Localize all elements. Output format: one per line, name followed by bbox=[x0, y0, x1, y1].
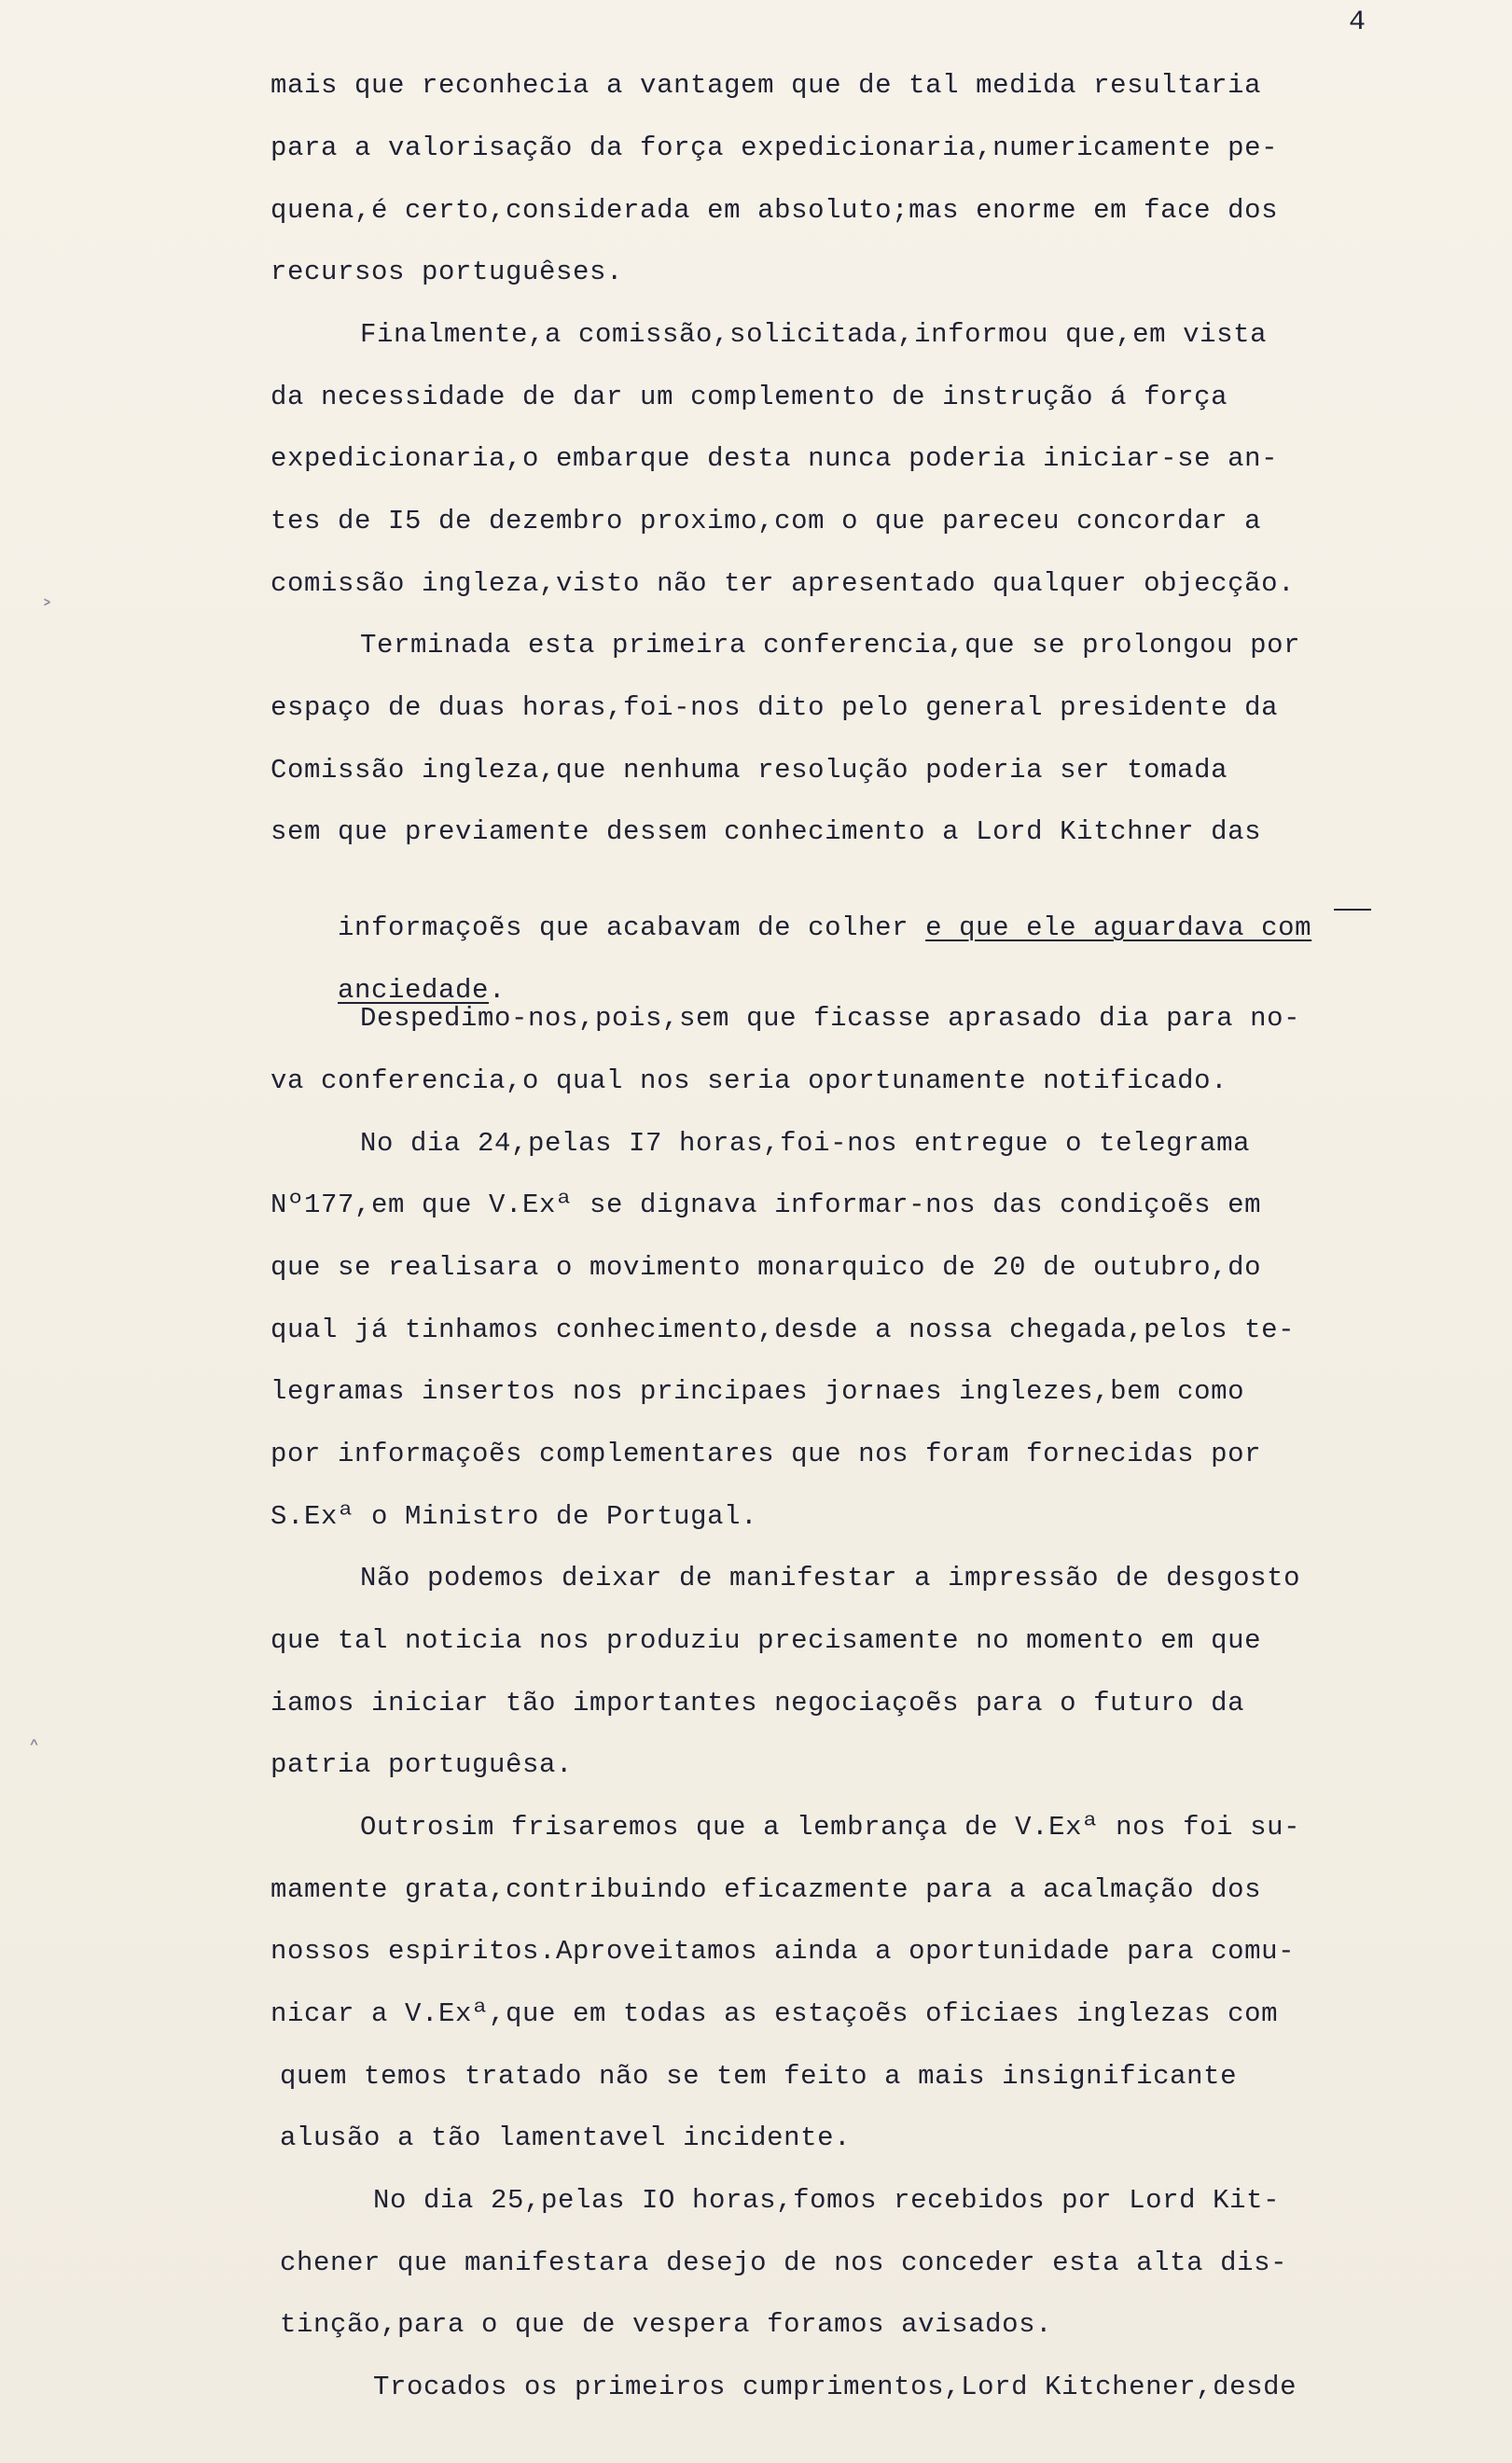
text-line: No dia 25,pelas IO horas,fomos recebidos por Lord Kit- bbox=[373, 2185, 1281, 2216]
text-line: iamos iniciar tão importantes negociaçoẽs para o futuro da bbox=[270, 1688, 1245, 1719]
text-segment: . bbox=[489, 975, 506, 1006]
underlined-text: e que ele aguardava com bbox=[925, 912, 1312, 943]
text-line: comissão ingleza,visto não ter apresentado qualquer objecção. bbox=[270, 568, 1296, 599]
text-line: expedicionaria,o embarque desta nunca poderia iniciar-se an- bbox=[270, 443, 1279, 474]
text-line: por informaçoẽs complementares que nos foram fornecidas por bbox=[270, 1439, 1262, 1469]
text-line: sem que previamente dessem conhecimento a Lord Kitchner das bbox=[270, 816, 1262, 847]
text-line: mais que reconhecia a vantagem que de tal medida resultaria bbox=[270, 70, 1262, 101]
text-line: alusão a tão lamentavel incidente. bbox=[280, 2122, 852, 2153]
margin-mark: ˃ bbox=[41, 597, 53, 625]
text-line: tinção,para o que de vespera foramos avisados. bbox=[280, 2309, 1053, 2340]
underline-rule bbox=[1334, 909, 1371, 911]
text-line: S.Exª o Ministro de Portugal. bbox=[270, 1501, 758, 1532]
text-line: chener que manifestara desejo de nos conceder esta alta dis- bbox=[280, 2247, 1288, 2278]
text-line: patria portuguêsa. bbox=[270, 1749, 574, 1780]
text-line: No dia 24,pelas I7 horas,foi-nos entregue o telegrama bbox=[360, 1128, 1251, 1159]
text-line: legramas insertos nos principaes jornaes inglezes,bem como bbox=[270, 1376, 1245, 1407]
text-line: da necessidade de dar um complemento de instrução á força bbox=[270, 382, 1228, 412]
text-line: mamente grata,contribuindo eficazmente para a acalmação dos bbox=[270, 1874, 1262, 1905]
text-line: Terminada esta primeira conferencia,que se prolongou por bbox=[360, 630, 1301, 661]
text-line: quena,é certo,considerada em absoluto;mas enorme em face dos bbox=[270, 195, 1279, 226]
text-line: espaço de duas horas,foi-nos dito pelo general presidente da bbox=[270, 692, 1279, 723]
underlined-text: anciedade bbox=[338, 975, 490, 1006]
text-line: Finalmente,a comissão,solicitada,informou que,em vista bbox=[360, 319, 1268, 350]
text-line: para a valorisação da força expedicionaria,numericamente pe- bbox=[270, 132, 1279, 163]
margin-mark: ˄ bbox=[28, 1737, 40, 1765]
text-line: Nº177,em que V.Exª se dignava informar-nos das condiçoẽs em bbox=[270, 1190, 1262, 1220]
text-line: quem temos tratado não se tem feito a mais insignificante bbox=[280, 2061, 1238, 2092]
text-segment: informaçoẽs que acabavam de colher bbox=[338, 912, 926, 943]
text-line: Comissão ingleza,que nenhuma resolução poderia ser tomada bbox=[270, 755, 1228, 786]
text-line: Trocados os primeiros cumprimentos,Lord Kitchener,desde bbox=[373, 2372, 1297, 2402]
text-line: Despedimo-nos,pois,sem que ficasse aprasado dia para no- bbox=[360, 1003, 1301, 1034]
text-line: va conferencia,o qual nos seria oportunamente notificado. bbox=[270, 1065, 1228, 1096]
text-line: que se realisara o movimento monarquico de 20 de outubro,do bbox=[270, 1252, 1262, 1283]
text-line: nossos espiritos.Aproveitamos ainda a oportunidade para comu- bbox=[270, 1936, 1296, 1967]
text-line: Outrosim frisaremos que a lembrança de V.Exª nos foi su- bbox=[360, 1812, 1301, 1843]
text-line: Não podemos deixar de manifestar a impressão de desgosto bbox=[360, 1563, 1301, 1593]
text-line: tes de I5 de dezembro proximo,com o que pareceu concordar a bbox=[270, 506, 1262, 536]
text-line: que tal noticia nos produziu precisamente no momento em que bbox=[270, 1625, 1262, 1656]
page-number: 4 bbox=[1349, 7, 1366, 38]
text-line: recursos portuguêses. bbox=[270, 257, 624, 287]
text-line: qual já tinhamos conhecimento,desde a nossa chegada,pelos te- bbox=[270, 1315, 1296, 1345]
text-line: nicar a V.Exª,que em todas as estaçoẽs oficiaes inglezas com bbox=[270, 1998, 1279, 2029]
